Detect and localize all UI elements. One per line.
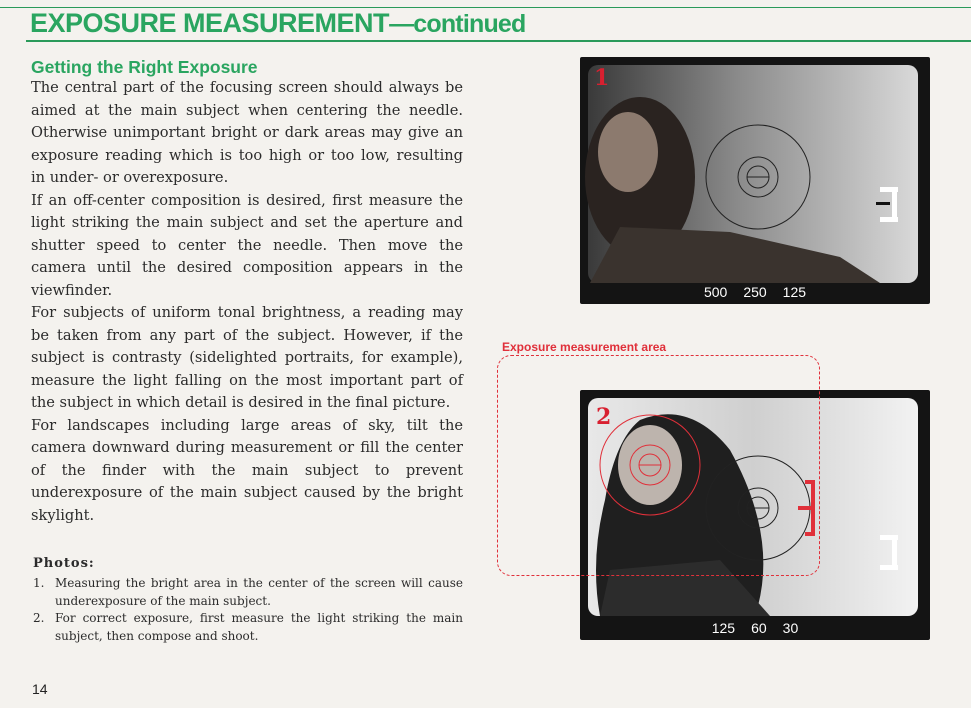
exposure-area-label: Exposure measurement area [502, 340, 667, 354]
body-text [31, 77, 463, 527]
viewfinder-photo-1 [580, 57, 930, 304]
shutter-speed: 125 [782, 284, 807, 300]
photo-note [33, 575, 463, 610]
shutter-speed-scale-1 [580, 284, 930, 300]
section-heading: Getting the Right Exposure [31, 57, 258, 77]
shutter-speed: 500 [703, 284, 728, 300]
shutter-speed: 250 [743, 284, 767, 300]
paragraph: For subjects of uniform tonal brightness, a reading may be taken from any part of the subject. However, if the subject is contrasty (sidelighted portraits, for example), measure the light falling on the most important part of the subject in which detail is desired in the final picture. [31, 304, 463, 411]
photo-note [33, 610, 463, 645]
figure-number-1: 1 [594, 65, 610, 91]
note-text: Measuring the bright area in the center of the screen will cause underexposure of the main subject. [55, 576, 463, 608]
photo-notes [33, 575, 463, 645]
photos-heading: Photos: [33, 556, 95, 571]
paragraph: For landscapes including large areas of sky, tilt the camera downward during measurement or fill the center of the finder with the main subject to prevent underexposure of the main subject caused by the bright skylight. [31, 416, 463, 524]
title-continued: —continued [389, 10, 526, 38]
viewfinder-scene-1 [580, 57, 930, 304]
title-main: EXPOSURE MEASUREMENT [30, 8, 390, 38]
shutter-speed: 60 [751, 620, 767, 636]
page-number: 14 [32, 681, 48, 697]
note-number: 1. [33, 576, 45, 590]
note-text: For correct exposure, first measure the light striking the main subject, then compose and shoot. [55, 611, 463, 643]
paragraph: If an off-center composition is desired, first measure the light striking the main subject and set the aperture and shutter speed to center the needle. Then move the camera until the desired composition appears in the viewfinder. [31, 191, 463, 299]
viewfinder-photo-2 [580, 390, 930, 640]
shutter-speed: 30 [782, 620, 799, 636]
viewfinder-scene-2 [580, 390, 930, 640]
page-title [30, 8, 526, 39]
note-number: 2. [33, 611, 45, 625]
figure-number-2: 2 [596, 404, 612, 430]
shutter-speed-scale-2 [580, 620, 930, 636]
shutter-speed: 125 [711, 620, 736, 636]
title-rule [26, 40, 971, 42]
paragraph: The central part of the focusing screen should always be aimed at the main subject when centering the needle. Otherwise unimportant bright or dark areas may give an exposure reading which is too high or too low, resulting in under- or overexposure. [31, 79, 463, 186]
